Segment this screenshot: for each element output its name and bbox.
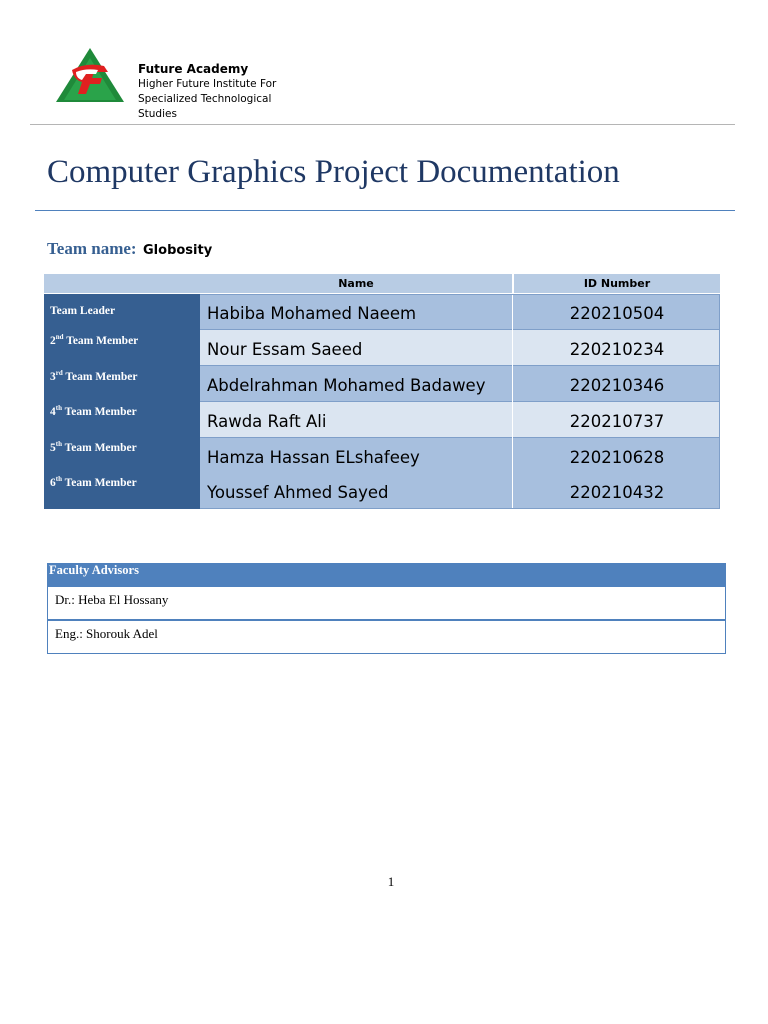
column-separator (512, 402, 513, 438)
column-separator (512, 438, 513, 474)
column-separator (512, 473, 513, 509)
team-name-label: Team name: (47, 239, 137, 258)
page-number: 1 (387, 874, 395, 889)
column-header-name: Name (338, 277, 374, 290)
advisor-name: Dr.: Heba El Hossany (55, 592, 169, 607)
organization-line: Studies (138, 108, 177, 120)
table-row (200, 294, 720, 330)
title-divider (35, 210, 735, 211)
table-row (200, 438, 720, 474)
header-divider (30, 124, 735, 125)
role-label: 2nd Team Member (50, 333, 139, 347)
advisor-row (47, 586, 726, 620)
member-id: 220210504 (569, 304, 665, 323)
table-row (200, 473, 720, 509)
member-name: Hamza Hassan ELshafeey (207, 448, 420, 467)
table-row (200, 366, 720, 402)
role-label: 4th Team Member (50, 404, 137, 418)
member-id: 220210737 (569, 412, 665, 431)
organization-line: Specialized Technological (138, 93, 272, 105)
organization-block (138, 61, 276, 122)
column-separator (512, 330, 513, 366)
organization-name: Future Academy (138, 62, 249, 76)
table-row (200, 402, 720, 438)
future-academy-logo-icon (56, 48, 124, 104)
role-label: 3rd Team Member (50, 369, 138, 383)
advisor-row (47, 620, 726, 654)
organization-line: Higher Future Institute For (138, 78, 277, 90)
document-title: Computer Graphics Project Documentation (47, 154, 620, 190)
member-name: Youssef Ahmed Sayed (207, 483, 389, 502)
member-name: Nour Essam Saeed (207, 340, 363, 359)
table-header-row (44, 274, 720, 293)
advisor-name: Eng.: Shorouk Adel (55, 626, 158, 641)
team-name-line (47, 239, 212, 259)
member-name: Abdelrahman Mohamed Badawey (207, 376, 486, 395)
column-separator (512, 366, 513, 402)
member-id: 220210346 (569, 376, 665, 395)
member-name: Rawda Raft Ali (207, 412, 327, 431)
member-id: 220210628 (569, 448, 665, 467)
column-separator (512, 294, 513, 330)
role-label: Team Leader (50, 305, 116, 317)
role-column (44, 294, 200, 509)
role-label: 5th Team Member (50, 440, 137, 454)
table-row (200, 330, 720, 366)
member-id: 220210234 (569, 340, 665, 359)
member-id: 220210432 (569, 483, 665, 502)
advisors-heading: Faculty Advisors (47, 563, 726, 586)
role-label: 6th Team Member (50, 475, 137, 489)
column-header-id: ID Number (583, 277, 651, 290)
member-name: Habiba Mohamed Naeem (207, 304, 417, 323)
team-name-value: Globosity (143, 243, 213, 258)
